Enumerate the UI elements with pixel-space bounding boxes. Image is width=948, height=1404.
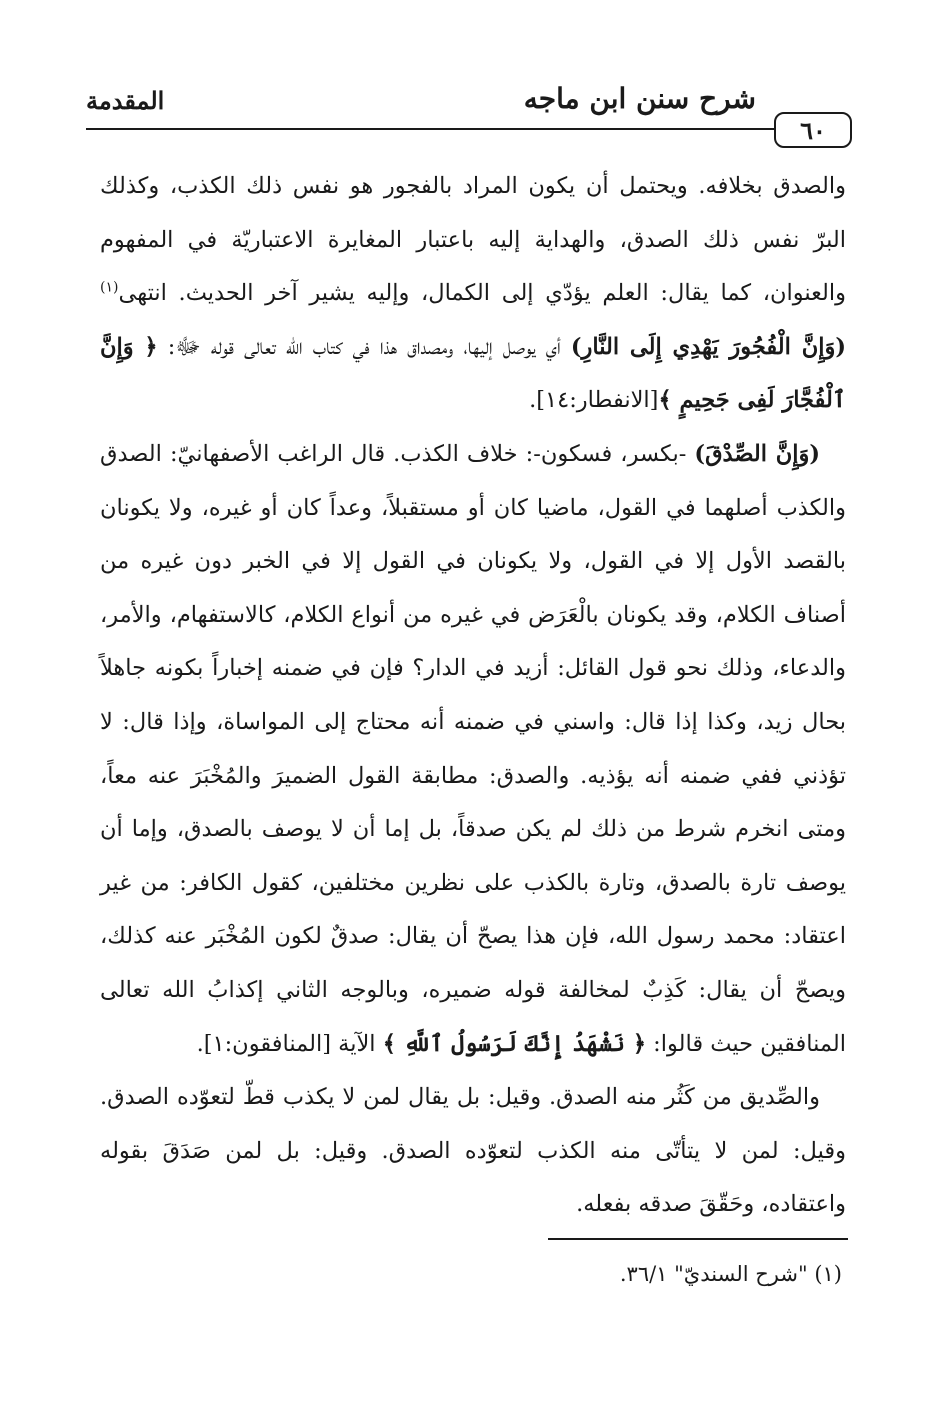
footnote-reference: (١) bbox=[100, 279, 119, 296]
body-text bbox=[100, 160, 846, 1232]
book-title: شرح سنن ابن ماجه bbox=[523, 82, 756, 115]
hadith-quote-1: (وَإِنَّ الْفُجُورَ يَهْدِي إِلَى النَّارِ) bbox=[570, 333, 846, 360]
paragraph-2-text-b: الآية [المنافقون:١]. bbox=[196, 1030, 383, 1057]
quran-verse-1: ﴿ وَإِنَّ ٱلْفُجَّارَ لَفِى جَحِيمٍ ﴾ bbox=[100, 333, 846, 414]
paragraph-2 bbox=[100, 428, 846, 1071]
header-rule bbox=[86, 128, 774, 130]
paragraph-1-text-b: أي يوصل إليها، ومصداق هذا في كتاب الله تعالى قوله ﷻ: bbox=[157, 333, 571, 360]
page-header bbox=[86, 82, 852, 154]
page-number: ٦٠ bbox=[774, 112, 852, 148]
paragraph-1 bbox=[100, 160, 846, 428]
footnote: (١) "شرح السنديّ" ٣٦/١. bbox=[619, 1262, 842, 1286]
paragraph-1-text-a: والصدق بخلافه. ويحتمل أن يكون المراد بالفجور هو نفس ذلك الكذب، وكذلك البرّ نفس ذلك الصدق، والهداية إليه باعتبار المغايرة الاعتباريّة في المفهوم والعنوان، كما يقال: العلم يؤدّي إلى الكمال، وإليه يشير آخر الحديث. انتهى bbox=[100, 173, 846, 307]
section-title: المقدمة bbox=[86, 86, 165, 115]
paragraph-2-text-a: -بكسر، فسكون-: خلاف الكذب. قال الراغب الأصفهانيّ: الصدق والكذب أصلهما في القول، ماضيا كان أو مستقبلاً، وعداً كان أو غيره، ولا يكونان بالقصد الأول إلا في القول، ولا يكونان في القول إلا في الخبر دون غيره من أصناف الكلام، وقد يكونان بالْعَرَض في غيره من أنواع الكلام، كالاستفهام، والأمر، والدعاء، وذلك نحو قول القائل: أزيد في الدار؟ فإن في ضمنه إخباراً بكونه جاهلاً بحال زيد، وكذا إذا قال: واسني في ضمنه أنه محتاج إلى المواساة، وإذا قال: لا تؤذني ففي ضمنه أنه يؤذيه. والصدق: مطابقة القول الضميرَ والمُخْبَرَ عنه معاً، ومتى انخرم شرط من ذلك لم يكن صدقاً، بل إما أن لا يوصف بالصدق، وإما أن يوصف تارة بالصدق، وتارة بالكذب على نظرين مختلفين، كقول الكافر: من غير اعتقاد: محمد رسول الله، فإن هذا يصحّ أن يقال: صدقٌ لكون المُخْبَر عنه كذلك، ويصحّ أن يقال: كَذِبٌ لمخالفة قوله ضميره، وبالوجه الثاني إكذابُ الله تعالى المنافقين حيث قالوا: bbox=[100, 440, 846, 1057]
quran-verse-2: ﴿ نَشْهَدُ إِنَّكَ لَرَسُولُ ٱللَّهِ ﴾ bbox=[382, 1030, 647, 1057]
footnote-rule bbox=[548, 1238, 848, 1240]
hadith-quote-2: (وَإِنَّ الصِّدْقَ) bbox=[694, 440, 820, 467]
paragraph-3: والصِّديق من كَثُر منه الصدق. وقيل: بل يقال لمن لا يكذب قطّ لتعوّده الصدق. وقيل: لمن لا يتأتّى منه الكذب لتعوّده الصدق. وقيل: بل لمن صَدَقَ بقوله واعتقاده، وحَقّقَ صدقه بفعله. bbox=[100, 1084, 846, 1218]
quran-citation-1: [الانفطار:١٤]. bbox=[529, 387, 659, 414]
